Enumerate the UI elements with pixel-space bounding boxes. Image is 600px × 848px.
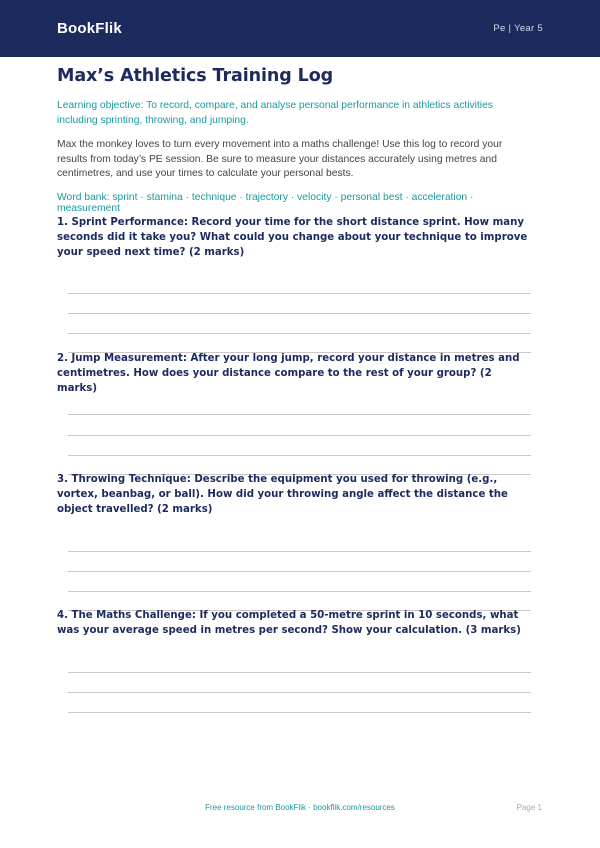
answer-line[interactable] [68,712,531,713]
header-bar [0,0,600,57]
answer-line[interactable] [68,435,531,436]
question-3: 3. Throwing Technique: Describe the equipment you used for throwing (e.g., vortex, beanbag, or ball). How did your throwing angle affect the distance the object travelled? (2 marks) [57,474,508,515]
word-bank: Word bank: sprint · stamina · technique · trajectory · velocity · personal best · acceleration · measurement [57,191,474,214]
question-2: 2. Jump Measurement: After your long jump, record your distance in metres and centimetres. How does your distance compare to the rest of your group? (2 marks) [57,353,520,394]
page-title: Max’s Athletics Training Log [57,66,334,86]
question-1: 1. Sprint Performance: Record your time for the short distance sprint. How many seconds did it take you? What could you change about your technique to improve your speed next time? (2 marks) [57,217,528,258]
answer-line[interactable] [68,551,531,552]
answer-line[interactable] [68,692,531,693]
answer-line[interactable] [68,333,531,334]
footer-resource-link[interactable]: Free resource from BookFlik · bookflik.com/resources [205,803,395,812]
answer-line[interactable] [68,591,531,592]
intro-paragraph: Max the monkey loves to turn every movement into a maths challenge! Use this log to record your results from today’s PE session. Be sure to measure your distances accurately using metres and centimetres, and use your times to calculate your personal bests. [57,139,503,179]
answer-line[interactable] [68,455,531,456]
answer-line[interactable] [68,672,531,673]
question-4: 4. The Maths Challenge: If you completed a 50-metre sprint in 10 seconds, what was your average speed in metres per second? Show your calculation. (3 marks) [57,610,521,636]
answer-line[interactable] [68,414,531,415]
page-number: Page 1 [516,803,542,812]
answer-line[interactable] [68,313,531,314]
learning-objective: Learning objective: To record, compare, and analyse personal performance in athletics activities including sprinting, throwing, and jumping. [57,100,493,126]
answer-line[interactable] [68,293,531,294]
worksheet-intro [57,66,532,214]
answer-line[interactable] [68,571,531,572]
brand-logo-text[interactable]: BookFlik [57,20,122,37]
subject-year-label: Pe | Year 5 [493,23,543,34]
